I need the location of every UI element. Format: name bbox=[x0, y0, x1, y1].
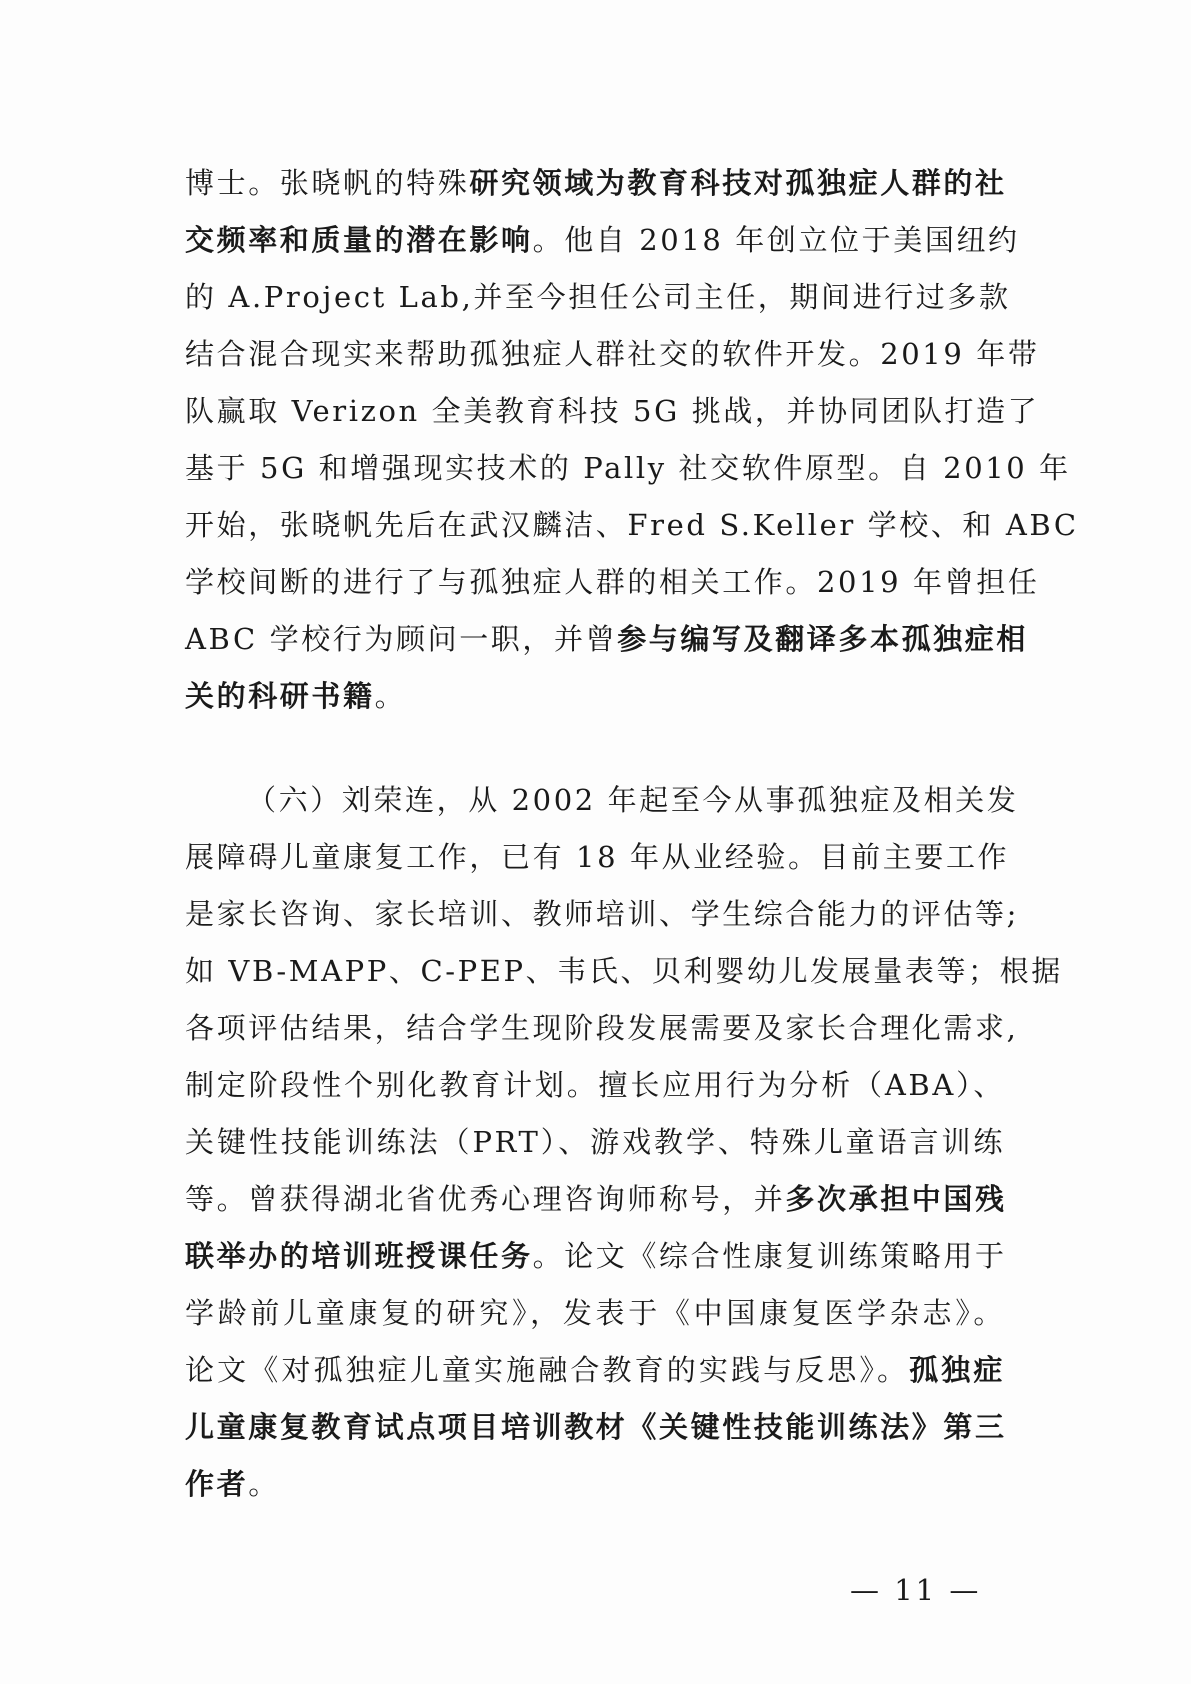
bold-text-segment: 多次承担中国残 bbox=[785, 1182, 1007, 1216]
text-segment: 队赢取 Verizon 全美教育科技 5G 挑战，并协同团队打造了 bbox=[185, 394, 1040, 428]
bold-text-segment: 儿童康复教育试点项目培训教材《关键性技能训练法》第三 bbox=[185, 1410, 1007, 1444]
text-line bbox=[185, 668, 1005, 725]
text-line bbox=[185, 440, 1071, 497]
text-segment: 。他自 2018 年创立位于美国纽约 bbox=[532, 223, 1020, 257]
text-line bbox=[185, 1114, 1005, 1171]
text-line bbox=[185, 212, 1020, 269]
bold-text-segment: 作者 bbox=[185, 1467, 249, 1501]
text-line bbox=[185, 1000, 1019, 1057]
text-line bbox=[185, 772, 1019, 829]
bold-text-segment: 研究领域为教育科技对孤独症人群的社 bbox=[469, 166, 1007, 200]
text-line bbox=[185, 1057, 1005, 1114]
text-line bbox=[185, 611, 1029, 668]
text-segment: 论文《对孤独症儿童实施融合教育的实践与反思》。 bbox=[185, 1353, 910, 1387]
text-line bbox=[185, 326, 1040, 383]
text-segment: 开始，张晓帆先后在武汉麟洁、Fred S.Keller 学校、和 ABC bbox=[185, 508, 1079, 542]
text-segment: 。 bbox=[248, 1467, 280, 1501]
text-line bbox=[185, 269, 1011, 326]
text-segment: 的 A.Project Lab,并至今担任公司主任，期间进行过多款 bbox=[185, 280, 1011, 314]
text-line bbox=[185, 1456, 1005, 1513]
text-line bbox=[185, 1171, 1005, 1228]
text-segment: 等。曾获得湖北省优秀心理咨询师称号，并 bbox=[185, 1182, 786, 1216]
text-line bbox=[185, 554, 1040, 611]
bold-text-segment: 孤独症 bbox=[909, 1353, 1005, 1387]
bold-text-segment: 参与编写及翻译多本孤独症相 bbox=[617, 622, 1029, 656]
bold-text-segment: 关的科研书籍 bbox=[185, 679, 375, 713]
text-line bbox=[185, 155, 1005, 212]
text-segment: 。论文《综合性康复训练策略用于 bbox=[532, 1239, 1007, 1273]
text-line bbox=[185, 383, 1040, 440]
text-line bbox=[185, 1399, 1005, 1456]
bold-text-segment: 交频率和质量的潜在影响 bbox=[185, 223, 533, 257]
text-segment: 学校间断的进行了与孤独症人群的相关工作。2019 年曾担任 bbox=[185, 565, 1040, 599]
text-segment: 展障碍儿童康复工作，已有 18 年从业经验。目前主要工作 bbox=[185, 840, 1010, 874]
page-number: — 11 — bbox=[850, 1573, 982, 1607]
text-line bbox=[185, 497, 1079, 554]
text-segment: 。 bbox=[374, 679, 407, 713]
text-line bbox=[185, 943, 1063, 1000]
text-segment: ABC 学校行为顾问一职，并曾 bbox=[185, 622, 618, 656]
text-line bbox=[185, 1228, 1005, 1285]
text-segment: 结合混合现实来帮助孤独症人群社交的软件开发。2019 年带 bbox=[185, 337, 1040, 371]
text-segment: 各项评估结果，结合学生现阶段发展需要及家长合理化需求, bbox=[185, 1011, 1019, 1045]
text-line bbox=[185, 1285, 1005, 1342]
text-segment: （六）刘荣连，从 2002 年起至今从事孤独症及相关发 bbox=[247, 783, 1019, 817]
bold-text-segment: 联举办的培训班授课任务 bbox=[185, 1239, 533, 1273]
text-segment: 学龄前儿童康复的研究》，发表于《中国康复医学杂志》。 bbox=[185, 1296, 1005, 1330]
text-segment: 关键性技能训练法（PRT）、游戏教学、特殊儿童语言训练 bbox=[185, 1125, 1005, 1159]
paragraph-liu-ronglian bbox=[185, 772, 1063, 1513]
text-line bbox=[185, 1342, 1005, 1399]
text-line bbox=[185, 829, 1010, 886]
text-segment: 博士。张晓帆的特殊 bbox=[185, 166, 470, 200]
text-segment: 是家长咨询、家长培训、教师培训、学生综合能力的评估等; bbox=[185, 897, 1019, 931]
text-line bbox=[185, 886, 1019, 943]
text-segment: 基于 5G 和增强现实技术的 Pally 社交软件原型。自 2010 年 bbox=[185, 451, 1071, 485]
paragraph-zhang-xiaofan bbox=[185, 155, 1079, 725]
text-segment: 如 VB-MAPP、C-PEP、韦氏、贝利婴幼儿发展量表等；根据 bbox=[185, 954, 1063, 988]
text-segment: 制定阶段性个别化教育计划。擅长应用行为分析（ABA）、 bbox=[185, 1068, 1005, 1102]
